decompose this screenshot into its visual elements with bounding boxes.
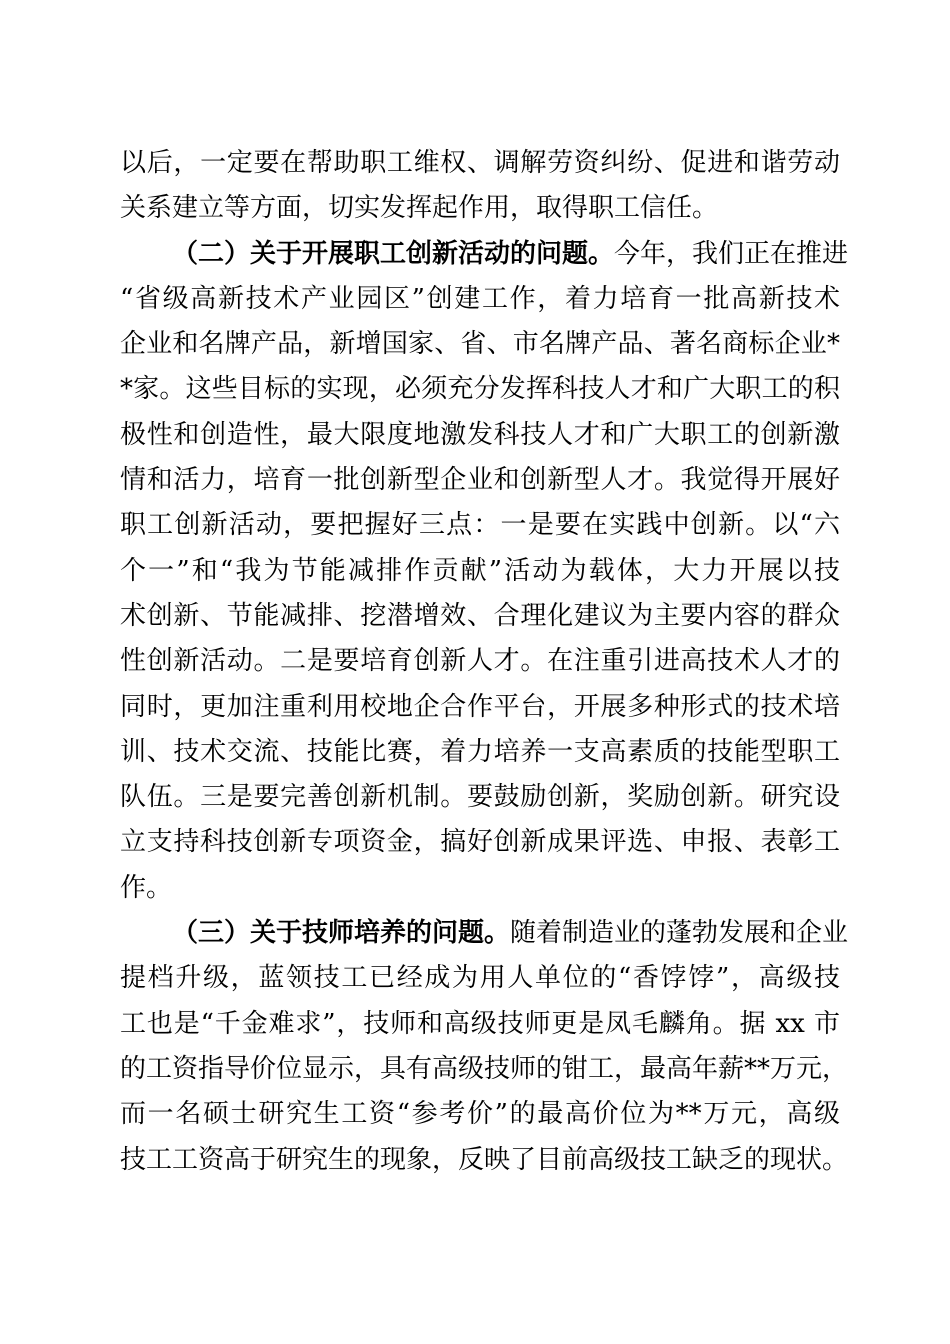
text-line: 训、技术交流、技能比赛，着力培养一支高素质的技能型职工 — [120, 736, 840, 767]
document-page — [120, 141, 849, 1183]
section-heading: （二）关于开展职工创新活动的问题。 — [172, 238, 615, 269]
text-line: 提档升级，蓝领技工已经成为用人单位的“香饽饽”，高级技 — [120, 963, 840, 994]
section-heading-line — [120, 911, 849, 956]
text-line: 立支持科技创新专项资金，搞好创新成果评选、申报、表彰工 — [120, 827, 840, 858]
section-heading: （三）关于技师培养的问题。 — [172, 918, 511, 949]
text-line: 术创新、节能减排、挖潜增效、合理化建议为主要内容的群众 — [120, 600, 840, 631]
text-line: 关系建立等方面，切实发挥起作用，取得职工信任。 — [120, 193, 719, 224]
text-line: 职工创新活动，要把握好三点：一是要在实践中创新。以“六 — [120, 510, 840, 541]
text-line: 的工资指导价位显示，具有高级技师的钳工，最高年薪**万元， — [120, 1053, 849, 1084]
text-line: 队伍。三是要完善创新机制。要鼓励创新，奖励创新。研究设 — [120, 782, 840, 813]
text-line: 性创新活动。二是要培育创新人才。在注重引进高技术人才的 — [120, 646, 840, 677]
text-line: 技工工资高于研究生的现象，反映了目前高级技工缺乏的现状。 — [120, 1144, 849, 1175]
text-line: 作。 — [120, 872, 173, 903]
text-line: 极性和创造性，最大限度地激发科技人才和广大职工的创新激 — [120, 419, 840, 450]
text-run: 今年，我们正在推进 — [614, 238, 849, 269]
text-line: 同时，更加注重利用校地企合作平台，开展多种形式的技术培 — [120, 691, 840, 722]
text-line: 个一”和“我为节能减排作贡献”活动为载体，大力开展以技 — [120, 555, 840, 586]
text-line: 情和活力，培育一批创新型企业和创新型人才。我觉得开展好 — [120, 465, 840, 496]
section-heading-line — [120, 232, 849, 277]
text-line: 工也是“千金难求”，技师和高级技师更是凤毛麟角。据 xx 市 — [120, 1008, 840, 1039]
text-line: 企业和名牌产品，新增国家、省、市名牌产品、著名商标企业* — [120, 329, 840, 360]
text-line: 以后，一定要在帮助职工维权、调解劳资纠纷、促进和谐劳动 — [120, 148, 840, 178]
text-line: 而一名硕士研究生工资“参考价”的最高价位为**万元，高级 — [120, 1099, 840, 1130]
text-line: “省级高新技术产业园区”创建工作，着力培育一批高新技术 — [120, 283, 840, 314]
text-run: 随着制造业的蓬勃发展和企业 — [510, 918, 849, 949]
text-line: *家。这些目标的实现，必须充分发挥科技人才和广大职工的积 — [120, 374, 840, 405]
